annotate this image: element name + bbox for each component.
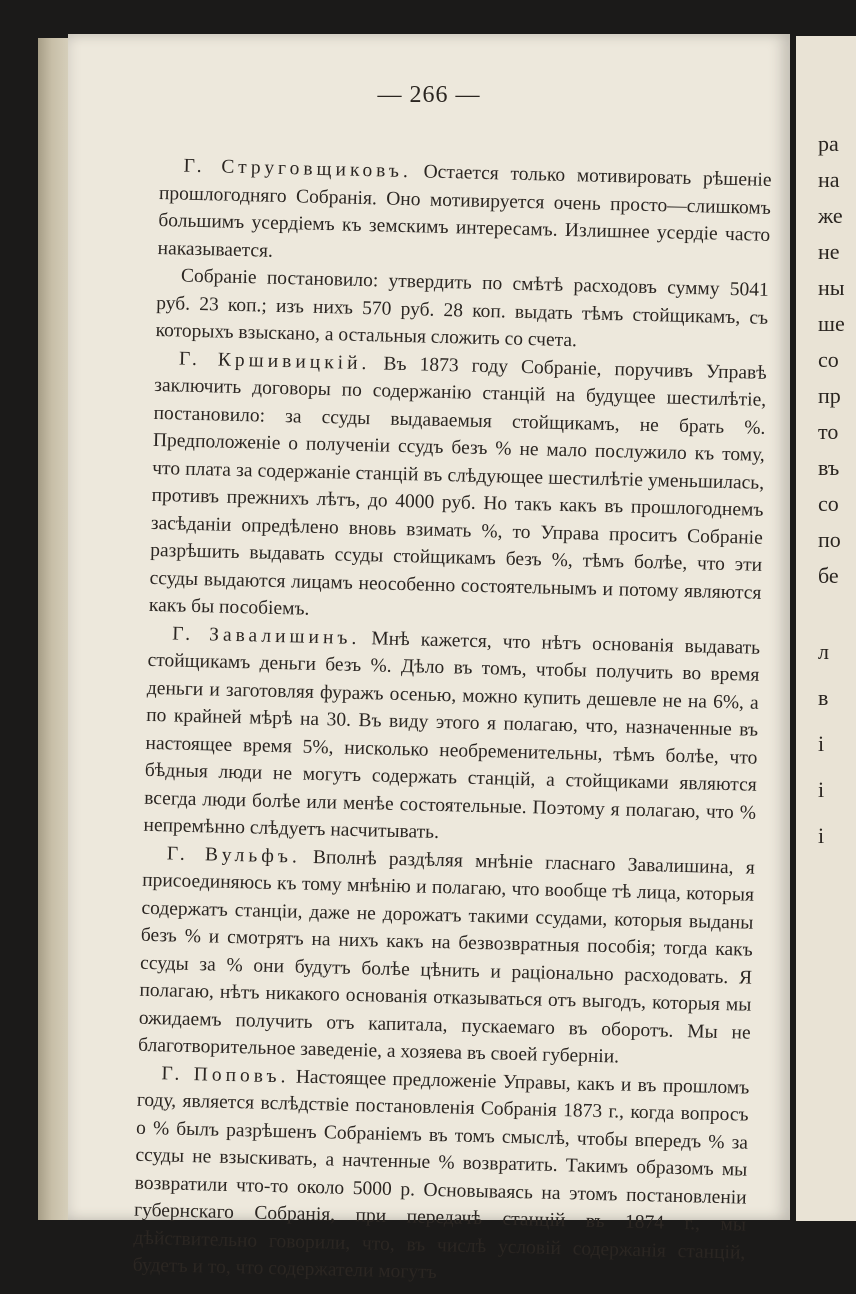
facing-page-fragment: ны bbox=[818, 275, 845, 300]
page-number: — 266 — bbox=[377, 82, 481, 108]
facing-page-fragment: бе bbox=[818, 563, 839, 588]
speaker-name: Г. Завалишинъ. bbox=[171, 622, 361, 649]
paragraph-text: Въ 1873 году Собраніе, поручивъ Управѣ заключить договоры по содержанію станцій на будущее шестилѣтіе, постановило: за ссуды выдаваемыя стойщикамъ, не брать %. Предположеніе о полученіи ссудъ безъ % не мало послужило къ тому, что плата за содержаніе станцій въ слѣдующее шестилѣтіе уменьшилась, противъ прежнихъ лѣтъ, до 4000 руб. Но такъ какъ въ прошлогоднемъ засѣданіи опредѣлено вновь взимать %, то Управа проситъ Собраніе разрѣшить выдавать ссуды стойщикамъ безъ %, тѣмъ болѣе, что эти ссуды выдаются лицамъ неособенно состоятельнымъ и потому являются какъ бы пособіемъ. bbox=[148, 353, 768, 620]
paragraph bbox=[157, 152, 772, 277]
book-page bbox=[68, 34, 790, 1284]
paragraph bbox=[138, 839, 755, 1074]
facing-page-fragment: в bbox=[818, 685, 829, 710]
speaker-name: Г. Вульфъ. bbox=[166, 842, 302, 868]
facing-page-fragment: со bbox=[818, 491, 839, 516]
facing-page-fragment: пр bbox=[818, 383, 841, 408]
facing-page-fragment: не bbox=[818, 239, 840, 264]
facing-page-fragment: ра bbox=[818, 131, 839, 156]
facing-page-fragment: на bbox=[818, 167, 840, 192]
facing-page-fragment: въ bbox=[818, 455, 840, 480]
facing-page-fragment: по bbox=[818, 527, 841, 552]
speaker-name: Г. Поповъ. bbox=[161, 1062, 290, 1087]
facing-page-fragment: то bbox=[818, 419, 839, 444]
paragraph-text: Собраніе постановило: утвердить по смѣтѣ расходовъ сумму 5041 руб. 23 коп.; изъ нихъ 570 руб. 28 коп. выдать тѣмъ стойщикамъ, съ которыхъ взыскано, а остальныя сложить со счета. bbox=[155, 265, 770, 352]
page-text bbox=[132, 152, 771, 1294]
speaker-name: Г. Струговщиковъ. bbox=[183, 155, 413, 183]
facing-page-fragment: со bbox=[818, 347, 839, 372]
page-edge-stack bbox=[38, 38, 72, 1220]
facing-page-fragment: же bbox=[818, 203, 843, 228]
facing-page-fragment: і bbox=[818, 777, 825, 802]
paragraph-text: Мнѣ кажется, что нѣтъ основанія выдавать стойщикамъ деньги безъ %. Дѣло въ томъ, чтобы получить во время деньги и заготовляя фуражъ осенью, можно купить дешевле не на 6%, а по крайней мѣрѣ на 30. Въ виду этого я полагаю, что, назначенные въ настоящее время 5%, нисколько необременительны, тѣмъ болѣе, что бѣдныя люди не могутъ содержать станцій, а стойщиками являются всегда люди болѣе или менѣе состоятельные. Поэтому я полагаю, что % непремѣнно слѣдуетъ насчитывать. bbox=[143, 627, 761, 844]
speaker-name: Г. Кршивицкій. bbox=[178, 348, 371, 374]
facing-page-fragment: л bbox=[818, 639, 829, 664]
paragraph-text: Остается только мотивировать рѣшеніе прошлогодняго Собранія. Оно мотивируется очень просто—слишкомъ большимъ усердіемъ къ земскимъ интересамъ. Излишнее усердіе часто наказывается. bbox=[157, 161, 772, 262]
paragraph bbox=[149, 344, 768, 634]
paragraph bbox=[132, 1059, 749, 1294]
facing-page-fragment: і bbox=[818, 823, 825, 848]
facing-page bbox=[796, 36, 856, 1221]
facing-page-fragment: і bbox=[818, 731, 825, 756]
paragraph-text: Вполнѣ раздѣляя мнѣніе гласнаго Завалишина, я присоединяюсь къ тому мнѣнію и полагаю, что вообще тѣ лица, которыя содержатъ станціи, даже не дорожатъ такими ссудами, которыя выданы безъ % и смотрятъ на нихъ какъ на безвозвратныя пособія; тогда какъ ссуды за % они будутъ болѣе цѣнить и раціонально расходовать. Я полагаю, нѣтъ никакого основанія отказываться отъ выгодъ, которыя мы ожидаемъ получить отъ капитала, пускаемаго въ оборотъ. Мы не благотворительное заведеніе, а хозяева въ своей губерніи. bbox=[137, 846, 755, 1068]
paragraph bbox=[155, 262, 769, 359]
paragraph-text: Настоящее предложеніе Управы, какъ и въ прошломъ году, является вслѣдствіе постановленія Собранія 1873 г., когда вопросъ о % былъ разрѣшенъ Собраніемъ въ томъ смыслѣ, чтобы впередъ % за ссуды не взыскивать, а начтенные % возвратить. Такимъ образомъ мы возвратили что-то около 5000 р. Основываясь на этомъ постановленіи губернскаго Собранія, при передачѣ станцій въ 1874 г., мы дѣйствительно говорили, что, въ числѣ условій содержанія станцій, будетъ и то, что содержатели могутъ bbox=[132, 1066, 750, 1284]
paragraph bbox=[143, 619, 760, 854]
facing-page-fragment: ше bbox=[818, 311, 845, 336]
